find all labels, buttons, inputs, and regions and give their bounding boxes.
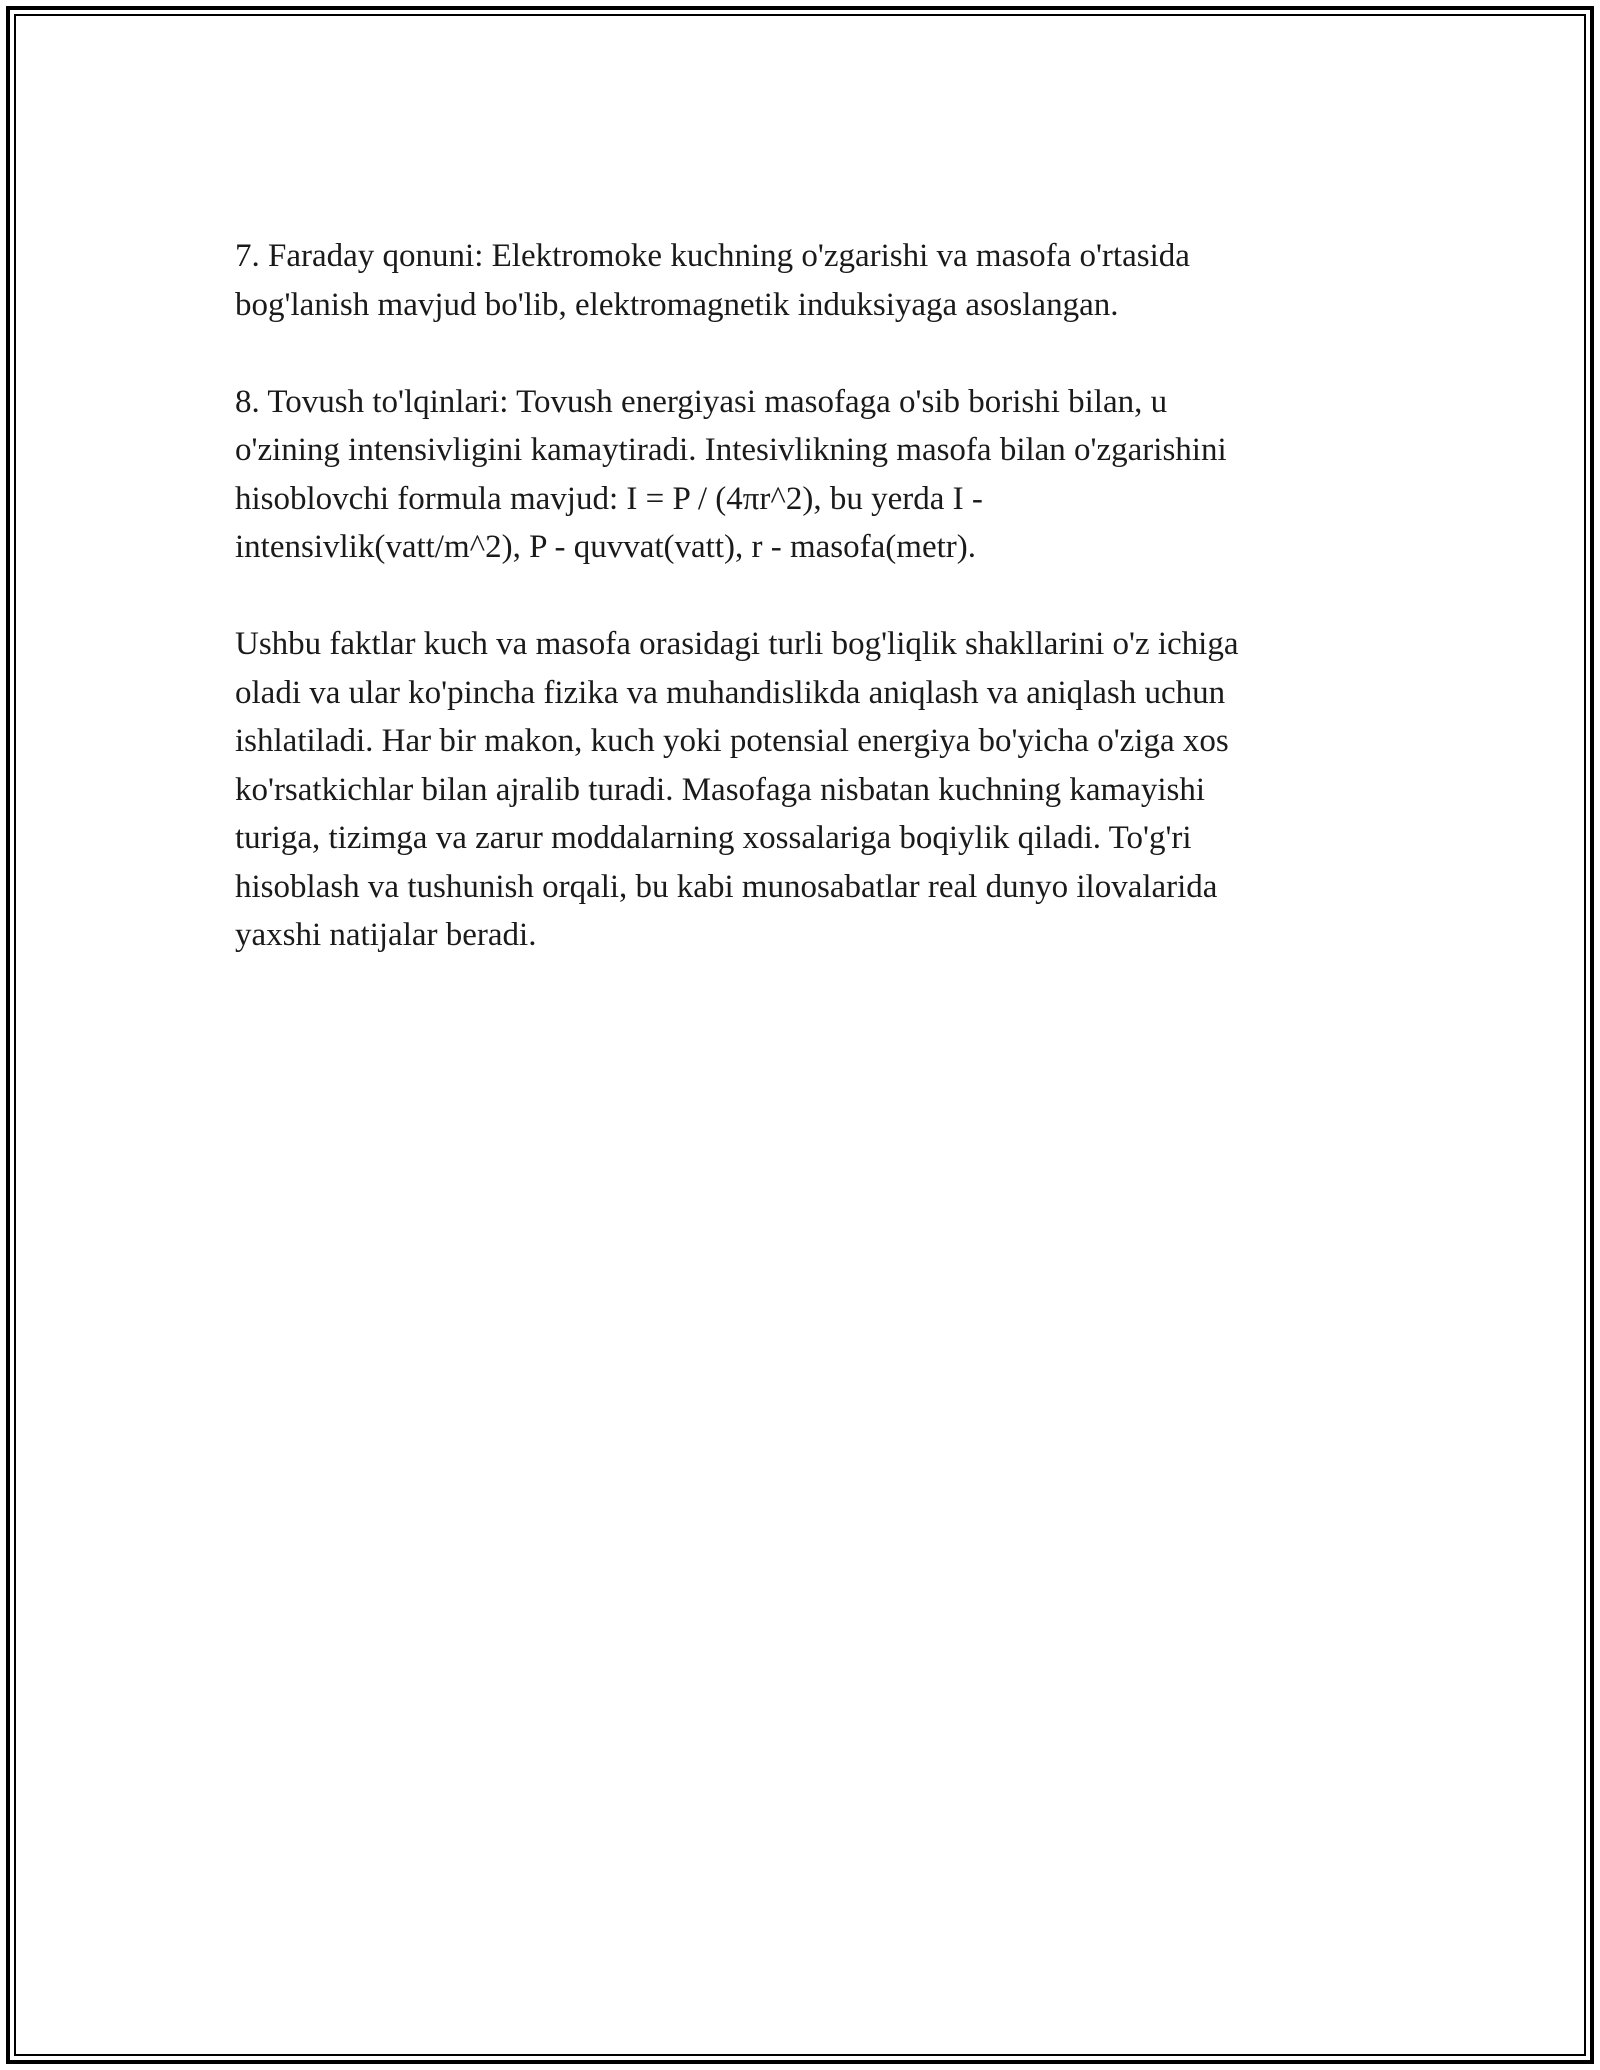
text-line: hisoblovchi formula mavjud: I = P / (4πr^2), bu yerda I - [235,480,983,517]
text-line: ishlatiladi. Har bir makon, kuch yoki potensial energiya bo'yicha o'ziga xos [235,723,1229,759]
document-body [235,232,1375,1008]
text-line: 7. Faraday qonuni: Elektromoke kuchning o'zgarishi va masofa o'rtasida [235,238,1190,274]
paragraph-faraday-law [235,232,1375,329]
text-line: oladi va ular ko'pincha fizika va muhandislikda aniqlash va aniqlash uchun [235,674,1226,711]
text-line: bog'lanish mavjud bo'lib, elektromagnetik induksiyaga asoslangan. [235,286,1119,323]
text-line: 8. Tovush to'lqinlari: Tovush energiyasi masofaga o'sib borishi bilan, u [235,383,1168,420]
paragraph-summary [235,620,1375,960]
text-line: o'zining intensivligini kamaytiradi. Intesivlikning masofa bilan o'zgarishini [235,432,1227,468]
text-line: hisoblash va tushunish orqali, bu kabi munosabatlar real dunyo ilovalarida [235,868,1218,905]
text-line: Ushbu faktlar kuch va masofa orasidagi turli bog'liqlik shakllarini o'z ichiga [235,626,1239,662]
paragraph-sound-waves [235,378,1375,572]
text-line: turiga, tizimga va zarur moddalarning xossalariga boqiylik qiladi. To'g'ri [235,820,1192,856]
text-line: intensivlik(vatt/m^2), P - quvvat(vatt), r - masofa(metr). [235,529,976,565]
text-line: ko'rsatkichlar bilan ajralib turadi. Masofaga nisbatan kuchning kamayishi [235,771,1206,808]
text-line: yaxshi natijalar beradi. [235,917,537,953]
